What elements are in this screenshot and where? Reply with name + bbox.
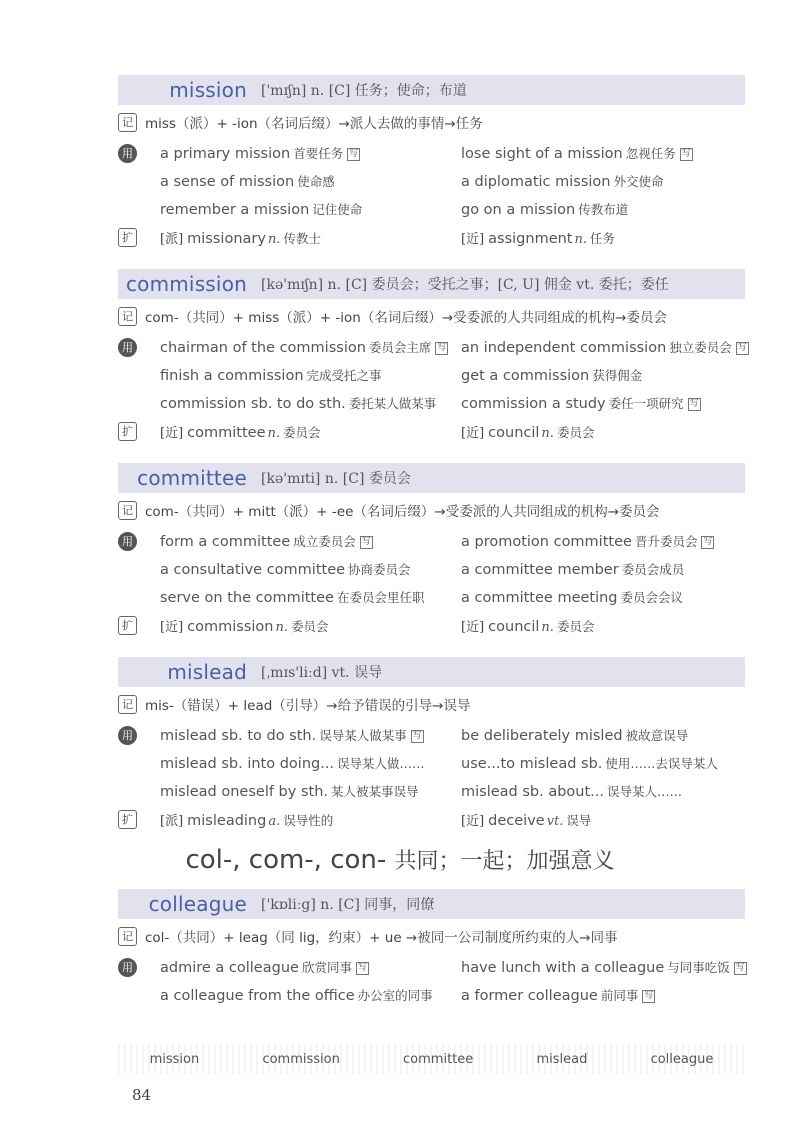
relation-tag: [派]	[160, 231, 184, 247]
root-prefixes: col-, com-, con-	[185, 845, 387, 875]
footer-word: mislead	[536, 1051, 588, 1067]
related-word: deceive	[488, 812, 545, 829]
headword: colleague	[148, 892, 247, 916]
usage-translation: 欣赏同事	[301, 960, 352, 975]
usage-block	[118, 721, 745, 833]
usage-phrase: go on a mission	[461, 202, 576, 218]
usage-row	[118, 527, 745, 555]
write-mark-icon: 写	[689, 398, 699, 409]
usage-phrase: use...to mislead sb.	[461, 756, 603, 772]
headword-bar	[118, 75, 745, 105]
write-mark-icon: 写	[735, 962, 745, 973]
memo-badge-icon: 记	[118, 307, 137, 326]
usage-translation: 使用……去误导某人	[605, 756, 718, 771]
entry-commission	[118, 269, 745, 445]
usage-translation: 误导某人做某事	[319, 728, 407, 743]
usage-translation: 首要任务	[293, 146, 344, 161]
footer-word: colleague	[650, 1051, 714, 1067]
related-translation: 委员会	[283, 424, 321, 440]
usage-row	[118, 749, 745, 777]
extend-badge-icon: 扩	[118, 228, 137, 247]
part-of-speech: a.	[268, 813, 281, 829]
usage-phrase: get a commission	[461, 368, 590, 384]
related-translation: 任务	[590, 230, 616, 246]
usage-badge-icon: 用	[118, 726, 137, 745]
headword: mission	[169, 78, 247, 102]
usage-block	[118, 953, 745, 1009]
usage-row	[118, 167, 745, 195]
part-of-speech: n.	[541, 425, 554, 441]
write-mark-icon: 写	[412, 730, 422, 741]
extend-badge-icon: 扩	[118, 422, 137, 441]
usage-translation: 完成受托之事	[306, 368, 382, 383]
usage-translation: 委员会会议	[620, 590, 684, 605]
usage-translation: 前同事	[600, 988, 639, 1003]
usage-phrase: mislead sb. into doing...	[160, 756, 335, 772]
extend-badge-icon: 扩	[118, 616, 137, 635]
mnemonic-text: col-（共同）+ leag（同 lig，约束）+ ue →被同一公司制度所约束的人→同事	[145, 930, 618, 946]
related-translation: 误导性的	[283, 812, 334, 828]
usage-translation: 委员会主席	[368, 340, 432, 355]
related-word: commission	[187, 618, 274, 635]
extension-row	[118, 223, 745, 251]
usage-translation: 外交使命	[613, 174, 664, 189]
part-of-speech: n.	[541, 619, 554, 635]
usage-phrase: lose sight of a mission	[461, 146, 623, 162]
usage-phrase: mislead sb. about...	[461, 784, 604, 800]
usage-badge-icon: 用	[118, 958, 137, 977]
headword-bar	[118, 889, 745, 919]
footer-word: commission	[262, 1051, 340, 1067]
usage-translation: 办公室的同事	[357, 988, 433, 1003]
memo-badge-icon: 记	[118, 695, 137, 714]
usage-translation: 获得佣金	[592, 368, 643, 383]
write-mark-icon: 写	[361, 536, 371, 547]
usage-row	[118, 139, 745, 167]
related-word: misleading	[187, 812, 267, 829]
relation-tag: [近]	[160, 425, 184, 441]
part-of-speech: vt.	[546, 813, 564, 829]
page-number: 84	[132, 1086, 152, 1104]
usage-row	[118, 981, 745, 1009]
write-mark-icon: 写	[644, 990, 654, 1001]
root-meaning: 共同；一起；加强意义	[394, 849, 615, 874]
entry-mission	[118, 75, 745, 251]
headword: mislead	[167, 660, 247, 684]
memo-badge-icon: 记	[118, 927, 137, 946]
usage-phrase: a consultative committee	[160, 562, 346, 578]
usage-phrase: mislead sb. to do sth.	[160, 728, 317, 744]
write-mark-icon: 写	[349, 148, 359, 159]
part-of-speech: n.	[267, 425, 281, 441]
related-translation: 委员会	[556, 618, 595, 634]
usage-phrase: form a committee	[160, 534, 291, 550]
mnemonic-line	[118, 305, 745, 327]
usage-phrase: have lunch with a colleague	[461, 960, 665, 976]
footer-word: mission	[149, 1051, 200, 1067]
usage-phrase: a promotion committee	[461, 534, 632, 550]
mnemonic-text: com-（共同）+ mitt（派）+ -ee（名词后缀）→受委派的人共同组成的机构→委员会	[145, 504, 660, 520]
memo-badge-icon: 记	[118, 501, 137, 520]
usage-translation: 与同事吃饭	[667, 960, 730, 975]
usage-block	[118, 139, 745, 251]
root-section-title	[0, 844, 800, 875]
related-word: council	[488, 424, 540, 441]
relation-tag: [近]	[461, 813, 485, 829]
footer-word-strip	[118, 1044, 745, 1074]
memo-badge-icon: 记	[118, 113, 137, 132]
usage-phrase: chairman of the commission	[160, 340, 366, 356]
usage-phrase: admire a colleague	[160, 960, 299, 976]
mnemonic-line	[118, 693, 745, 715]
usage-phrase: a committee member	[461, 562, 619, 578]
usage-translation: 独立委员会	[669, 340, 732, 355]
usage-block	[118, 527, 745, 639]
related-translation: 委员会	[556, 424, 595, 440]
related-translation: 误导	[566, 812, 592, 828]
mnemonic-line	[118, 925, 745, 947]
related-translation: 委员会	[291, 618, 329, 634]
usage-badge-icon: 用	[118, 338, 137, 357]
usage-phrase: a sense of mission	[160, 174, 295, 190]
extension-row	[118, 611, 745, 639]
mnemonic-text: com-（共同）+ miss（派）+ -ion（名词后缀）→受委派的人共同组成的机构→委员会	[145, 310, 667, 326]
usage-phrase: a primary mission	[160, 146, 291, 162]
relation-tag: [派]	[160, 813, 184, 829]
usage-translation: 成立委员会	[293, 534, 356, 549]
usage-translation: 被故意误导	[625, 728, 689, 743]
usage-phrase: mislead oneself by sth.	[160, 784, 328, 800]
usage-phrase: commission a study	[461, 396, 606, 412]
relation-tag: [近]	[461, 619, 485, 635]
extend-badge-icon: 扩	[118, 810, 137, 829]
usage-phrase: a diplomatic mission	[461, 174, 611, 190]
usage-phrase: finish a commission	[160, 368, 304, 384]
write-mark-icon: 写	[737, 342, 747, 353]
usage-translation: 传教布道	[578, 202, 629, 217]
usage-row	[118, 777, 745, 805]
headword-bar	[118, 657, 745, 687]
extension-row	[118, 805, 745, 833]
usage-row	[118, 721, 745, 749]
usage-translation: 委任一项研究	[608, 396, 684, 411]
usage-phrase: a former colleague	[461, 988, 598, 1004]
usage-row	[118, 555, 745, 583]
usage-phrase: serve on the committee	[160, 590, 334, 606]
usage-phrase: be deliberately misled	[461, 728, 623, 744]
definition: [kə'mɪti] n. [C] 委员会	[261, 471, 411, 487]
usage-translation: 使命感	[297, 174, 335, 189]
definition: [ˌmɪs'liːd] vt. 误导	[261, 665, 383, 681]
usage-row	[118, 361, 745, 389]
related-translation: 传教士	[283, 230, 321, 246]
definition: ['kɒliːg] n. [C] 同事，同僚	[261, 897, 435, 913]
related-word: missionary	[187, 230, 266, 247]
footer-word: committee	[403, 1051, 474, 1067]
related-word: committee	[187, 424, 266, 441]
usage-translation: 忽视任务	[625, 146, 676, 161]
definition: [kə'mɪʃn] n. [C] 委员会；受托之事；[C, U] 佣金 vt. 委托；委任	[261, 277, 669, 293]
usage-translation: 委托某人做某事	[348, 396, 437, 411]
entry-committee	[118, 463, 745, 639]
headword: commission	[125, 272, 247, 296]
part-of-speech: n.	[275, 619, 288, 635]
headword-bar	[118, 269, 745, 299]
usage-row	[118, 333, 745, 361]
related-word: assignment	[488, 230, 573, 247]
usage-translation: 误导某人做……	[337, 756, 425, 771]
mnemonic-line	[118, 111, 745, 133]
write-mark-icon: 写	[681, 148, 691, 159]
write-mark-icon: 写	[357, 962, 367, 973]
write-mark-icon: 写	[437, 342, 447, 353]
relation-tag: [近]	[160, 619, 184, 635]
usage-row	[118, 583, 745, 611]
usage-phrase: a committee meeting	[461, 590, 618, 606]
usage-translation: 晋升委员会	[634, 534, 698, 549]
usage-translation: 某人被某事误导	[331, 784, 419, 799]
headword-bar	[118, 463, 745, 493]
usage-translation: 记住使命	[312, 202, 363, 217]
usage-translation: 在委员会里任职	[336, 590, 425, 605]
mnemonic-line	[118, 499, 745, 521]
related-word: council	[488, 618, 540, 635]
headword: committee	[137, 466, 247, 490]
definition: ['mɪʃn] n. [C] 任务；使命；布道	[261, 83, 467, 99]
relation-tag: [近]	[461, 231, 485, 247]
usage-translation: 委员会成员	[621, 562, 685, 577]
usage-phrase: remember a mission	[160, 202, 310, 218]
usage-row	[118, 953, 745, 981]
relation-tag: [近]	[461, 425, 485, 441]
usage-translation: 协商委员会	[348, 562, 411, 577]
usage-row	[118, 195, 745, 223]
usage-block	[118, 333, 745, 445]
part-of-speech: n.	[574, 231, 588, 247]
usage-badge-icon: 用	[118, 144, 137, 163]
extension-row	[118, 417, 745, 445]
write-mark-icon: 写	[703, 536, 713, 547]
usage-row	[118, 389, 745, 417]
part-of-speech: n.	[267, 231, 281, 247]
usage-phrase: commission sb. to do sth.	[160, 396, 346, 412]
mnemonic-text: mis-（错误）+ lead（引导）→给予错误的引导→误导	[145, 698, 471, 714]
usage-phrase: an independent commission	[461, 340, 667, 356]
entry-mislead	[118, 657, 745, 833]
usage-badge-icon: 用	[118, 532, 137, 551]
entry-colleague	[118, 889, 745, 1009]
usage-translation: 误导某人……	[607, 784, 683, 799]
usage-phrase: a colleague from the office	[160, 988, 355, 1004]
mnemonic-text: miss（派）+ -ion（名词后缀）→派人去做的事情→任务	[145, 116, 483, 132]
